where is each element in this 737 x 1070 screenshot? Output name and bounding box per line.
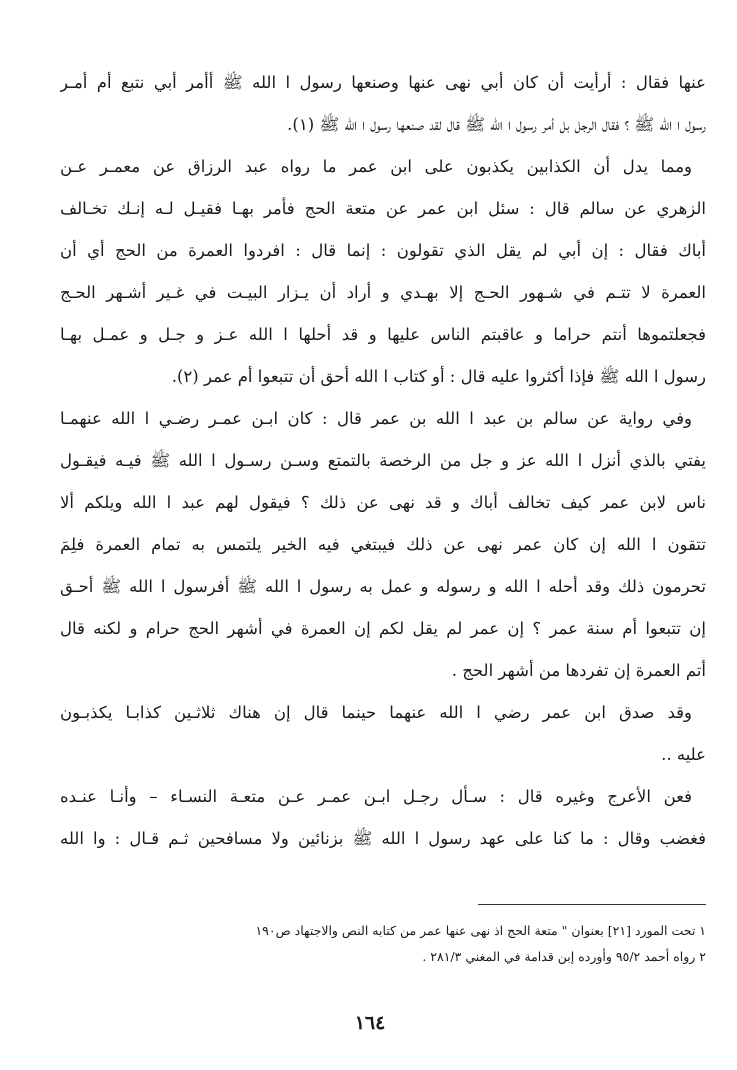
footnote-1: ١ تحت المورد [٢١] بعنوان " متعة الحج اذ نهى عنها عمر من كتابه النص والاجتهاد ص١٩٠ bbox=[255, 923, 706, 938]
text-line: تحرمون ذلك وقد أحله ا الله و رسوله و عمل به رسول ا الله ﷺ أفرسول ا الله ﷺ أحـق bbox=[60, 577, 706, 596]
text-line: فجعلتموها أنتم حراما و عاقبتم الناس عليها و قد أحلها ا الله عـز و جـل و عمـل بهـا bbox=[60, 325, 706, 344]
text-line: رسول ا الله ﷺ فإذا أكثروا عليه قال : أو كتاب ا الله أحق أن تتبعوا أم عمر (٢). bbox=[171, 367, 706, 386]
text-line: أباك فقال : إن أبي لم يقل الذي تقولون : إنما قال : افردوا العمرة من الحج أي أن bbox=[60, 241, 706, 260]
text-line: أتم العمرة إن تفردها من أشهر الحج . bbox=[451, 661, 706, 680]
text-line: يفتي بالذي أنزل ا الله عز و جل من الرخصة بالتمتع وسـن رسـول ا الله ﷺ فيـه فيقـول bbox=[60, 451, 706, 470]
text-line: إن تتبعوا أم سنة عمر ؟ إن عمر لم يقل لكم إن العمرة في أشهر الحج حرام و لكنه قال bbox=[60, 619, 706, 638]
page-number: ١٦٤ bbox=[354, 1012, 386, 1034]
footnotes bbox=[160, 918, 706, 970]
text-line: ومما يدل أن الكذابين يكذبون على ابن عمر ما رواه عبد الرزاق عن معمـر عـن bbox=[60, 157, 692, 176]
text-line: ناس لابن عمر كيف تخالف أباك و قد نهى عن ذلك ؟ فيقول لهم عبد ا الله ويلكم ألا bbox=[60, 493, 706, 512]
main-text bbox=[60, 62, 706, 860]
text-line: وقد صدق ابن عمر رضي ا الله عنهما حينما قال إن هناك ثلاثـين كذابـا يكذبـون bbox=[60, 703, 692, 722]
text-line: رسول ا الله ﷺ ؟ فقال الرجل بل أمر رسول ا الله ﷺ قال لقد صنعها رسول ا الله ﷺ (١). bbox=[287, 115, 706, 134]
text-line: عنها فقال : أرأيت أن كان أبي نهى عنها وصنعها رسول ا الله ﷺ أأمر أبي نتبع أم أمـر bbox=[60, 73, 706, 92]
text-line: فغضب وقال : ما كنا على عهد رسول ا الله ﷺ بزنائين ولا مسافحين ثـم قـال : وا الله bbox=[60, 829, 706, 848]
text-line: العمرة لا تتـم في شـهور الحـج إلا بهـدي و أراد أن يـزار البيـت في غـير أشـهر الحـج bbox=[60, 283, 706, 302]
footnote-divider bbox=[478, 904, 706, 905]
text-line: فعن الأعرج وغيره قال : سـأل رجـل ابـن عمـر عـن متعـة النسـاء – وأنـا عنـده bbox=[60, 787, 692, 806]
text-line: الزهري عن سالم قال : سئل ابن عمر عن متعة الحج فأمر بهـا فقيـل لـه إنـك تخـالف bbox=[60, 199, 706, 218]
text-line: وفي رواية عن سالم بن عبد ا الله بن عمر قال : كان ابـن عمـر رضـي ا الله عنهمـا bbox=[60, 409, 692, 428]
footnote-2: ٢ رواه أحمد ٩٥/٢ وأورده إبن قدامة في المغني ٢٨١/٣ . bbox=[422, 949, 706, 964]
text-line: عليه .. bbox=[661, 745, 706, 764]
text-line: تتقون ا الله إن كان عمر نهى عن ذلك فيبتغي فيه الخير يلتمس به تمام العمرة فلِمَ bbox=[60, 535, 706, 554]
